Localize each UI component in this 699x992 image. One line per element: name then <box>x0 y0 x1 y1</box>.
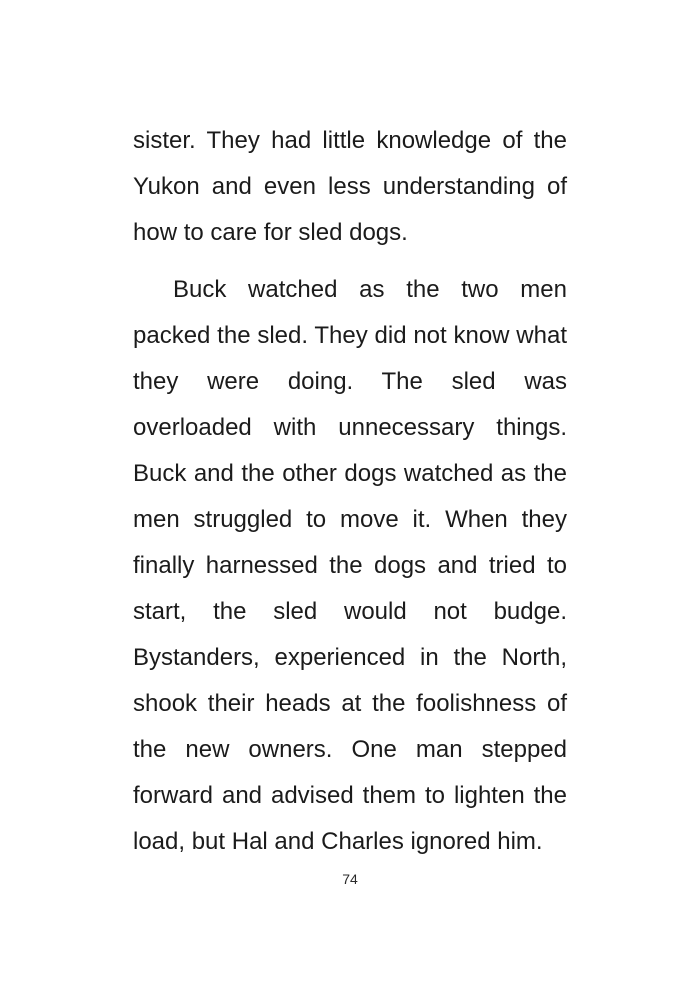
text-line: shook their heads at the foolishness of <box>133 690 567 717</box>
text-line: Buck and the other dogs watched as the <box>133 460 567 487</box>
text-line: packed the sled. They did not know what <box>133 322 567 349</box>
text-line: overloaded with unnecessary things. <box>133 414 567 441</box>
text-line: men struggled to move it. When they <box>133 506 567 533</box>
text-line: finally harnessed the dogs and tried to <box>133 552 567 579</box>
text-line: Buck watched as the two men <box>173 276 567 303</box>
page-number: 74 <box>342 871 358 887</box>
text-line: Yukon and even less understanding of <box>133 173 567 200</box>
page-text <box>133 118 567 865</box>
text-line: start, the sled would not budge. <box>133 598 567 625</box>
text-line: Bystanders, experienced in the North, <box>133 644 567 671</box>
paragraph <box>133 267 567 865</box>
text-line: how to care for sled dogs. <box>133 219 408 246</box>
text-line: sister. They had little knowledge of the <box>133 127 567 154</box>
text-line: the new owners. One man stepped <box>133 736 567 763</box>
text-line: forward and advised them to lighten the <box>133 782 567 809</box>
text-line: load, but Hal and Charles ignored him. <box>133 828 543 855</box>
paragraph <box>133 118 567 256</box>
text-line: they were doing. The sled was <box>133 368 567 395</box>
